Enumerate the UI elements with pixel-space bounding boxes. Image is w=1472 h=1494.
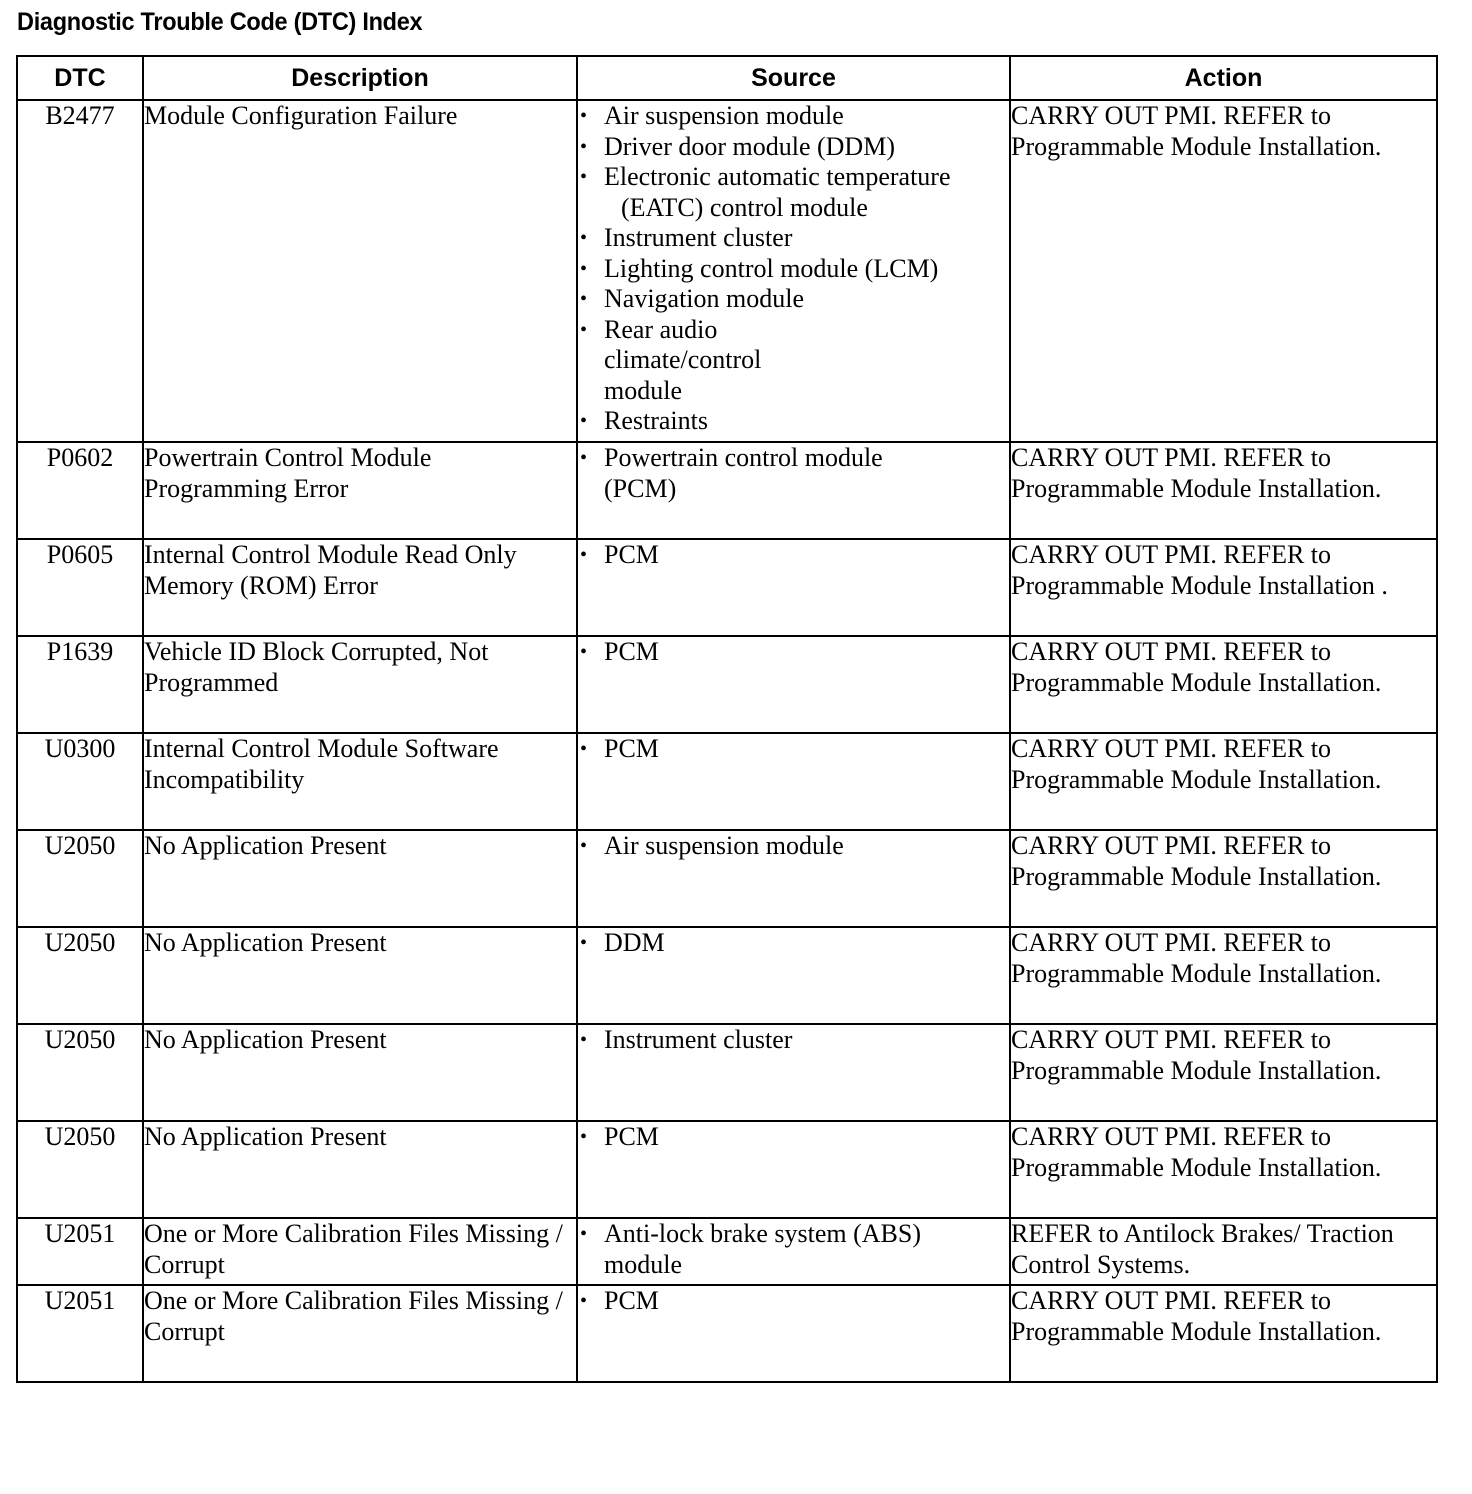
bullet-icon: • [580, 257, 588, 280]
bullet-icon: • [580, 1223, 588, 1245]
table-row [17, 1285, 1437, 1382]
dtc-code-cell: B2477 [17, 100, 143, 442]
bullet-icon: • [580, 641, 588, 663]
description-cell: Powertrain Control Module Programming Error [143, 442, 577, 539]
source-item-text: Powertrain control module [604, 443, 883, 472]
bullet-icon: • [580, 1029, 588, 1051]
action-cell: CARRY OUT PMI. REFER to Programmable Module Installation . [1010, 539, 1437, 636]
source-list [578, 637, 1009, 668]
source-cell [577, 830, 1010, 927]
source-item-text: Driver door module (DDM) [604, 131, 895, 161]
source-cell [577, 1024, 1010, 1121]
action-cell: CARRY OUT PMI. REFER to Programmable Module Installation. [1010, 100, 1437, 442]
source-item [578, 1025, 1009, 1056]
table-row [17, 539, 1437, 636]
dtc-code-cell: U2050 [17, 927, 143, 1024]
source-item-text: Air suspension module [604, 101, 844, 130]
dtc-code-cell: U0300 [17, 733, 143, 830]
source-item-text: Anti-lock brake system (ABS) [604, 1219, 922, 1248]
source-cell [577, 636, 1010, 733]
bullet-icon: • [580, 105, 588, 127]
action-cell: CARRY OUT PMI. REFER to Programmable Module Installation. [1010, 733, 1437, 830]
bullet-icon: • [580, 835, 588, 857]
source-item-text: Rear audio [604, 314, 718, 344]
source-list [578, 101, 1009, 437]
source-item-text: PCM [604, 637, 659, 666]
source-item-text: Instrument cluster [604, 223, 793, 252]
source-item [578, 223, 1009, 254]
source-cell [577, 100, 1010, 442]
source-item [578, 254, 1009, 285]
source-item [578, 474, 1009, 505]
source-list [578, 1219, 1009, 1280]
source-item [578, 315, 1009, 346]
source-list [578, 443, 1009, 504]
source-item-text: Navigation module [604, 284, 805, 313]
dtc-code-cell: U2051 [17, 1285, 143, 1382]
column-header-description: Description [143, 56, 577, 100]
description-cell: No Application Present [143, 927, 577, 1024]
source-item-text: PCM [604, 540, 659, 569]
dtc-code-cell: U2051 [17, 1218, 143, 1285]
bullet-icon: • [580, 318, 588, 341]
action-cell: CARRY OUT PMI. REFER to Programmable Module Installation. [1010, 830, 1437, 927]
source-cell [577, 733, 1010, 830]
source-item-text: Restraints [604, 406, 708, 435]
source-list [578, 928, 1009, 959]
source-cell [577, 1285, 1010, 1382]
column-header-dtc: DTC [17, 56, 143, 100]
source-item [578, 443, 1009, 474]
table-row [17, 733, 1437, 830]
dtc-code-cell: P1639 [17, 636, 143, 733]
source-item-text: (PCM) [604, 473, 677, 503]
dtc-code-cell: P0605 [17, 539, 143, 636]
source-item-text: PCM [604, 1122, 659, 1151]
source-item [578, 831, 1009, 862]
bullet-icon: • [580, 410, 588, 432]
table-row [17, 1218, 1437, 1285]
column-header-source: Source [577, 56, 1010, 100]
bullet-icon: • [580, 166, 588, 188]
dtc-index-table [16, 55, 1438, 1383]
description-cell: One or More Calibration Files Missing / Corrupt [143, 1218, 577, 1285]
source-item-text: module [604, 375, 682, 405]
description-cell: No Application Present [143, 1121, 577, 1218]
source-item [578, 734, 1009, 765]
dtc-code-cell: U2050 [17, 1024, 143, 1121]
source-item [578, 1122, 1009, 1153]
source-item [578, 406, 1009, 437]
dtc-code-cell: U2050 [17, 830, 143, 927]
source-item-text: Electronic automatic temperature [604, 162, 951, 191]
source-item [578, 928, 1009, 959]
action-cell: REFER to Antilock Brakes/ Traction Control Systems. [1010, 1218, 1437, 1285]
action-cell: CARRY OUT PMI. REFER to Programmable Module Installation. [1010, 1285, 1437, 1382]
table-row [17, 442, 1437, 539]
source-item [578, 132, 1009, 163]
table-body [17, 100, 1437, 1382]
bullet-icon: • [580, 288, 588, 310]
source-item-text: Air suspension module [604, 831, 844, 860]
action-cell: CARRY OUT PMI. REFER to Programmable Module Installation. [1010, 1121, 1437, 1218]
bullet-icon: • [580, 1290, 588, 1312]
source-item [578, 345, 1009, 376]
source-item [578, 1219, 1009, 1250]
bullet-icon: • [580, 135, 588, 158]
description-cell: No Application Present [143, 1024, 577, 1121]
source-item-text: Instrument cluster [604, 1025, 793, 1054]
dtc-code-cell: P0602 [17, 442, 143, 539]
source-item-text: module [604, 1249, 682, 1279]
source-item-text: PCM [604, 1286, 659, 1315]
description-cell: No Application Present [143, 830, 577, 927]
action-cell: CARRY OUT PMI. REFER to Programmable Module Installation. [1010, 927, 1437, 1024]
description-cell: Module Configuration Failure [143, 100, 577, 442]
table-row [17, 830, 1437, 927]
table-row [17, 100, 1437, 442]
source-item [578, 376, 1009, 407]
bullet-icon: • [580, 1126, 588, 1148]
table-row [17, 1024, 1437, 1121]
source-list [578, 1025, 1009, 1056]
action-cell: CARRY OUT PMI. REFER to Programmable Module Installation. [1010, 442, 1437, 539]
source-cell [577, 1218, 1010, 1285]
source-item [578, 1250, 1009, 1281]
source-list [578, 1286, 1009, 1317]
source-list [578, 831, 1009, 862]
bullet-icon: • [580, 544, 588, 566]
description-cell: Vehicle ID Block Corrupted, Not Programmed [143, 636, 577, 733]
source-list [578, 540, 1009, 571]
table-row [17, 636, 1437, 733]
bullet-icon: • [580, 227, 588, 249]
table-row [17, 1121, 1437, 1218]
description-cell: Internal Control Module Software Incompatibility [143, 733, 577, 830]
dtc-code-cell: U2050 [17, 1121, 143, 1218]
source-item [578, 1286, 1009, 1317]
source-item-text: PCM [604, 734, 659, 763]
source-item [578, 284, 1009, 315]
action-cell: CARRY OUT PMI. REFER to Programmable Module Installation. [1010, 1024, 1437, 1121]
source-item [578, 540, 1009, 571]
source-item [578, 101, 1009, 132]
source-item [578, 162, 1009, 193]
source-item-text: (EATC) control module [621, 192, 868, 222]
source-cell [577, 927, 1010, 1024]
table-header-row [17, 56, 1437, 100]
bullet-icon: • [580, 932, 588, 954]
action-cell: CARRY OUT PMI. REFER to Programmable Module Installation. [1010, 636, 1437, 733]
bullet-icon: • [580, 738, 588, 760]
source-cell [577, 442, 1010, 539]
page-title: Diagnostic Trouble Code (DTC) Index [17, 8, 423, 36]
source-list [578, 1122, 1009, 1153]
source-item-text: DDM [604, 928, 665, 957]
source-item [578, 193, 1009, 224]
source-item-text: Lighting control module (LCM) [604, 253, 939, 283]
table-row [17, 927, 1437, 1024]
source-cell [577, 539, 1010, 636]
source-item-text: climate/control [604, 345, 762, 374]
source-cell [577, 1121, 1010, 1218]
bullet-icon: • [580, 447, 588, 469]
column-header-action: Action [1010, 56, 1437, 100]
description-cell: One or More Calibration Files Missing / Corrupt [143, 1285, 577, 1382]
source-item [578, 637, 1009, 668]
source-list [578, 734, 1009, 765]
description-cell: Internal Control Module Read Only Memory (ROM) Error [143, 539, 577, 636]
